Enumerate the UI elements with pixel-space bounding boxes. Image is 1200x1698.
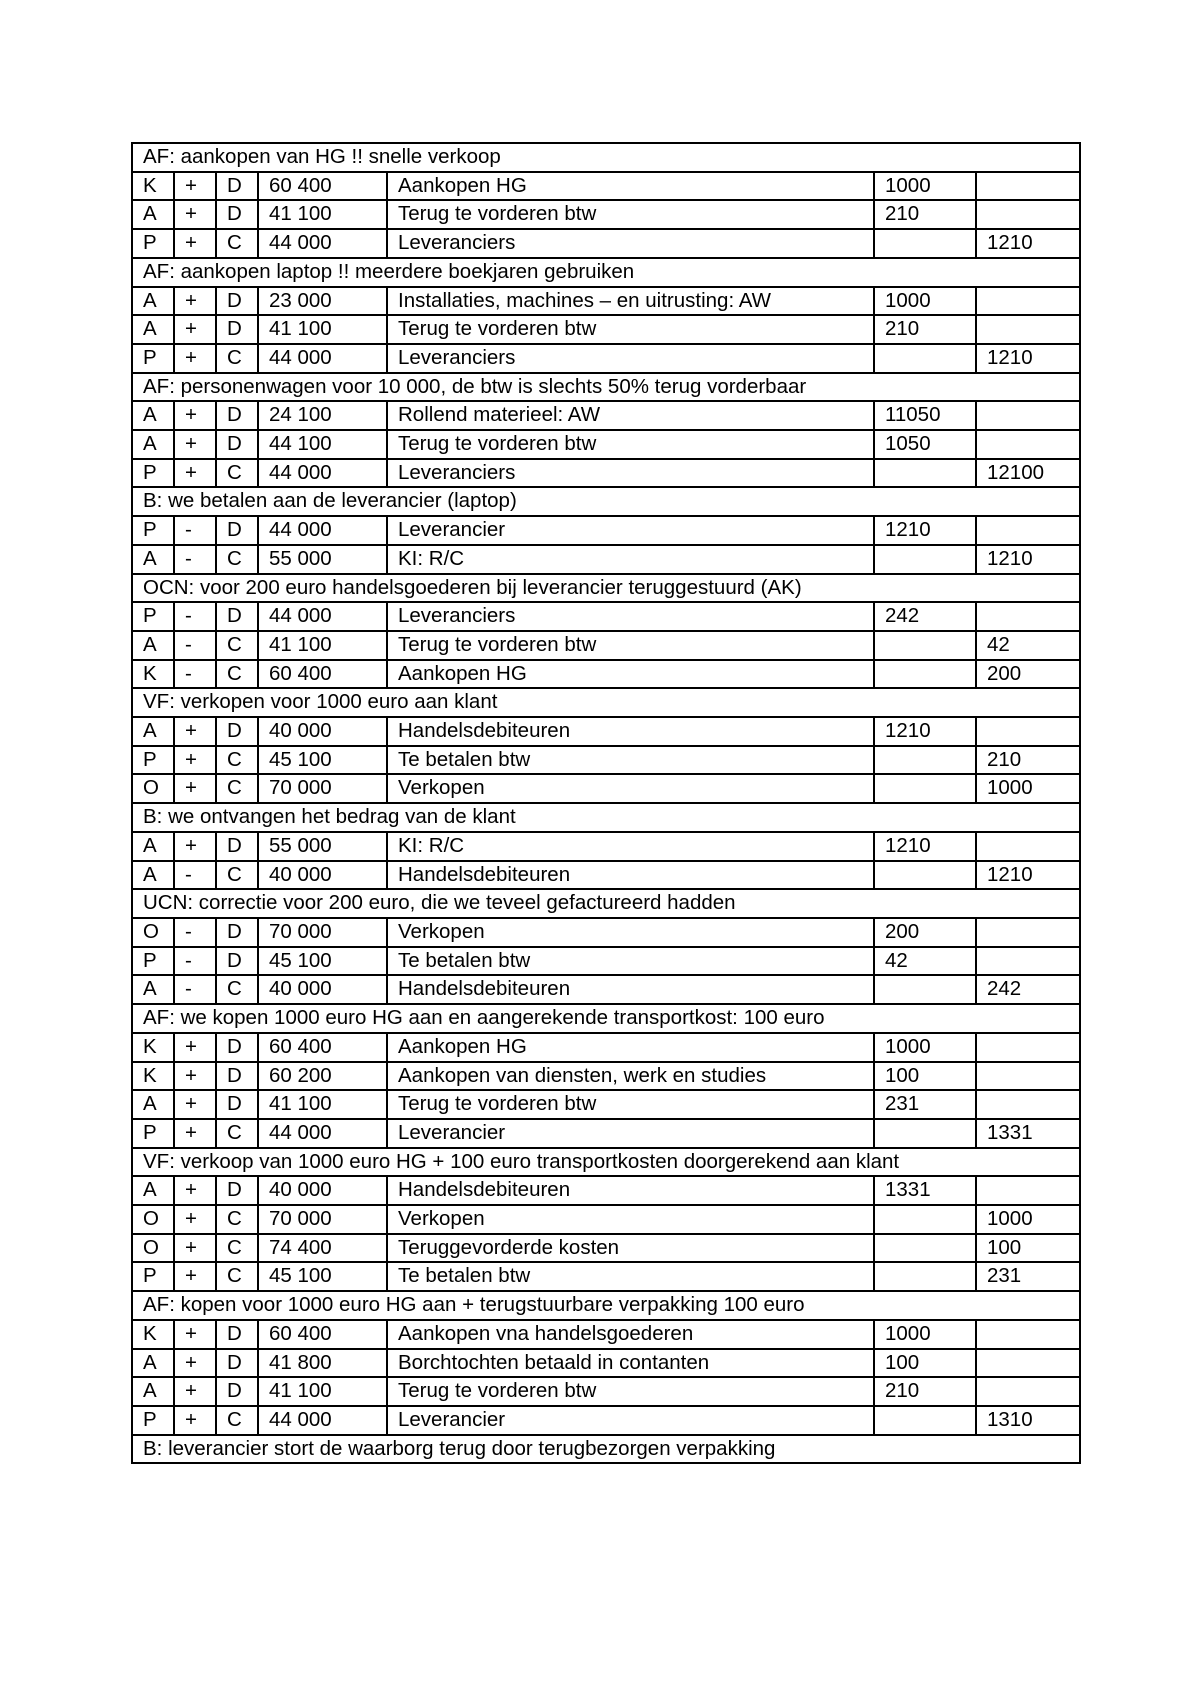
account-name-cell: Aankopen HG <box>387 660 874 689</box>
debit-credit-cell: C <box>216 344 258 373</box>
journal-entry-row <box>132 774 1080 803</box>
journal-entry-row <box>132 861 1080 890</box>
debit-amount-cell <box>874 344 976 373</box>
journal-entry-row <box>132 918 1080 947</box>
sign-cell: + <box>174 1262 216 1291</box>
journal-entry-row <box>132 1234 1080 1263</box>
account-number-cell: 70 000 <box>258 1205 387 1234</box>
sign-cell: - <box>174 602 216 631</box>
credit-amount-cell: 1331 <box>976 1119 1080 1148</box>
account-type-cell: A <box>132 1176 174 1205</box>
account-name-cell: Aankopen van diensten, werk en studies <box>387 1062 874 1091</box>
transaction-description: AF: aankopen laptop !! meerdere boekjaren gebruiken <box>132 258 1080 287</box>
debit-credit-cell: C <box>216 631 258 660</box>
account-type-cell: A <box>132 975 174 1004</box>
debit-amount-cell: 231 <box>874 1090 976 1119</box>
sign-cell: + <box>174 774 216 803</box>
account-name-cell: Leveranciers <box>387 459 874 488</box>
credit-amount-cell <box>976 1377 1080 1406</box>
account-number-cell: 24 100 <box>258 401 387 430</box>
account-type-cell: A <box>132 287 174 316</box>
debit-amount-cell: 1000 <box>874 172 976 201</box>
credit-amount-cell: 1210 <box>976 229 1080 258</box>
credit-amount-cell <box>976 1090 1080 1119</box>
debit-credit-cell: D <box>216 430 258 459</box>
account-type-cell: K <box>132 1033 174 1062</box>
account-type-cell: K <box>132 1320 174 1349</box>
debit-amount-cell: 210 <box>874 315 976 344</box>
account-type-cell: A <box>132 200 174 229</box>
account-number-cell: 60 400 <box>258 1320 387 1349</box>
debit-amount-cell: 1000 <box>874 1320 976 1349</box>
debit-amount-cell: 1000 <box>874 287 976 316</box>
debit-amount-cell <box>874 459 976 488</box>
account-type-cell: P <box>132 1119 174 1148</box>
transaction-description: AF: aankopen van HG !! snelle verkoop <box>132 143 1080 172</box>
account-number-cell: 41 100 <box>258 200 387 229</box>
sign-cell: + <box>174 832 216 861</box>
account-number-cell: 45 100 <box>258 947 387 976</box>
debit-credit-cell: D <box>216 172 258 201</box>
account-type-cell: A <box>132 1349 174 1378</box>
debit-amount-cell <box>874 1262 976 1291</box>
sign-cell: - <box>174 918 216 947</box>
sign-cell: - <box>174 545 216 574</box>
account-number-cell: 45 100 <box>258 1262 387 1291</box>
credit-amount-cell <box>976 1062 1080 1091</box>
debit-amount-cell: 42 <box>874 947 976 976</box>
transaction-header-row <box>132 1004 1080 1033</box>
account-name-cell: Handelsdebiteuren <box>387 975 874 1004</box>
debit-credit-cell: C <box>216 229 258 258</box>
debit-amount-cell <box>874 545 976 574</box>
debit-credit-cell: D <box>216 717 258 746</box>
account-name-cell: Verkopen <box>387 1205 874 1234</box>
sign-cell: + <box>174 1320 216 1349</box>
account-number-cell: 44 000 <box>258 1119 387 1148</box>
sign-cell: + <box>174 287 216 316</box>
debit-credit-cell: D <box>216 602 258 631</box>
debit-credit-cell: C <box>216 1205 258 1234</box>
sign-cell: + <box>174 315 216 344</box>
journal-entry-row <box>132 315 1080 344</box>
sign-cell: + <box>174 717 216 746</box>
journal-entry-row <box>132 401 1080 430</box>
debit-amount-cell <box>874 774 976 803</box>
transaction-description: B: we ontvangen het bedrag van de klant <box>132 803 1080 832</box>
account-type-cell: K <box>132 660 174 689</box>
sign-cell: + <box>174 1062 216 1091</box>
journal-entry-row <box>132 947 1080 976</box>
account-number-cell: 40 000 <box>258 717 387 746</box>
credit-amount-cell <box>976 200 1080 229</box>
account-name-cell: Aankopen vna handelsgoederen <box>387 1320 874 1349</box>
account-type-cell: A <box>132 545 174 574</box>
journal-entry-row <box>132 1320 1080 1349</box>
account-type-cell: P <box>132 229 174 258</box>
sign-cell: + <box>174 430 216 459</box>
sign-cell: - <box>174 947 216 976</box>
account-name-cell: Terug te vorderen btw <box>387 1090 874 1119</box>
account-name-cell: Aankopen HG <box>387 1033 874 1062</box>
sign-cell: - <box>174 660 216 689</box>
debit-amount-cell <box>874 1234 976 1263</box>
credit-amount-cell: 200 <box>976 660 1080 689</box>
transaction-header-row <box>132 803 1080 832</box>
journal-entry-row <box>132 631 1080 660</box>
journal-entry-row <box>132 1033 1080 1062</box>
transaction-header-row <box>132 373 1080 402</box>
sign-cell: - <box>174 861 216 890</box>
debit-credit-cell: C <box>216 975 258 1004</box>
journal-entry-row <box>132 1262 1080 1291</box>
debit-credit-cell: D <box>216 1033 258 1062</box>
journal-entry-row <box>132 1176 1080 1205</box>
transaction-description: B: we betalen aan de leverancier (laptop) <box>132 487 1080 516</box>
transaction-header-row <box>132 1435 1080 1464</box>
credit-amount-cell <box>976 516 1080 545</box>
journal-entry-row <box>132 200 1080 229</box>
account-name-cell: Leveranciers <box>387 229 874 258</box>
account-name-cell: Teruggevorderde kosten <box>387 1234 874 1263</box>
account-number-cell: 40 000 <box>258 861 387 890</box>
debit-credit-cell: C <box>216 861 258 890</box>
debit-credit-cell: C <box>216 1406 258 1435</box>
sign-cell: - <box>174 975 216 1004</box>
transaction-description: VF: verkoop van 1000 euro HG + 100 euro transportkosten doorgerekend aan klant <box>132 1148 1080 1177</box>
account-name-cell: Leverancier <box>387 1119 874 1148</box>
credit-amount-cell: 1000 <box>976 1205 1080 1234</box>
debit-credit-cell: C <box>216 1262 258 1291</box>
account-number-cell: 41 100 <box>258 315 387 344</box>
journal-entry-row <box>132 1205 1080 1234</box>
account-name-cell: Terug te vorderen btw <box>387 200 874 229</box>
account-type-cell: A <box>132 1090 174 1119</box>
debit-amount-cell: 200 <box>874 918 976 947</box>
account-name-cell: Handelsdebiteuren <box>387 1176 874 1205</box>
credit-amount-cell <box>976 430 1080 459</box>
credit-amount-cell: 1210 <box>976 545 1080 574</box>
sign-cell: + <box>174 344 216 373</box>
account-number-cell: 70 000 <box>258 774 387 803</box>
debit-credit-cell: D <box>216 1349 258 1378</box>
account-type-cell: O <box>132 1234 174 1263</box>
debit-amount-cell <box>874 1205 976 1234</box>
debit-credit-cell: C <box>216 1119 258 1148</box>
sign-cell: + <box>174 1033 216 1062</box>
account-number-cell: 60 400 <box>258 660 387 689</box>
journal-entries-body <box>132 143 1080 1463</box>
account-type-cell: P <box>132 602 174 631</box>
account-number-cell: 70 000 <box>258 918 387 947</box>
journal-entry-row <box>132 832 1080 861</box>
credit-amount-cell: 42 <box>976 631 1080 660</box>
credit-amount-cell <box>976 947 1080 976</box>
credit-amount-cell: 1210 <box>976 861 1080 890</box>
account-number-cell: 41 100 <box>258 1377 387 1406</box>
credit-amount-cell: 1000 <box>976 774 1080 803</box>
account-number-cell: 41 800 <box>258 1349 387 1378</box>
account-name-cell: Borchtochten betaald in contanten <box>387 1349 874 1378</box>
credit-amount-cell: 242 <box>976 975 1080 1004</box>
debit-amount-cell: 1210 <box>874 516 976 545</box>
account-type-cell: K <box>132 172 174 201</box>
debit-amount-cell: 100 <box>874 1349 976 1378</box>
sign-cell: + <box>174 1377 216 1406</box>
account-number-cell: 41 100 <box>258 1090 387 1119</box>
account-number-cell: 44 000 <box>258 602 387 631</box>
transaction-header-row <box>132 1291 1080 1320</box>
account-name-cell: KI: R/C <box>387 545 874 574</box>
account-name-cell: Terug te vorderen btw <box>387 430 874 459</box>
account-type-cell: P <box>132 1406 174 1435</box>
account-type-cell: A <box>132 315 174 344</box>
debit-amount-cell: 210 <box>874 200 976 229</box>
transaction-description: VF: verkopen voor 1000 euro aan klant <box>132 688 1080 717</box>
account-type-cell: A <box>132 1377 174 1406</box>
debit-credit-cell: D <box>216 200 258 229</box>
account-number-cell: 40 000 <box>258 1176 387 1205</box>
sign-cell: + <box>174 229 216 258</box>
account-name-cell: Leverancier <box>387 516 874 545</box>
account-number-cell: 44 000 <box>258 229 387 258</box>
transaction-description: AF: personenwagen voor 10 000, de btw is slechts 50% terug vorderbaar <box>132 373 1080 402</box>
account-name-cell: Aankopen HG <box>387 172 874 201</box>
debit-amount-cell <box>874 229 976 258</box>
account-number-cell: 40 000 <box>258 975 387 1004</box>
journal-entry-row <box>132 1406 1080 1435</box>
debit-credit-cell: D <box>216 918 258 947</box>
debit-amount-cell <box>874 631 976 660</box>
transaction-description: OCN: voor 200 euro handelsgoederen bij leverancier teruggestuurd (AK) <box>132 574 1080 603</box>
account-number-cell: 45 100 <box>258 746 387 775</box>
transaction-description: AF: kopen voor 1000 euro HG aan + terugstuurbare verpakking 100 euro <box>132 1291 1080 1320</box>
account-number-cell: 23 000 <box>258 287 387 316</box>
credit-amount-cell: 1210 <box>976 344 1080 373</box>
credit-amount-cell: 12100 <box>976 459 1080 488</box>
transaction-header-row <box>132 487 1080 516</box>
sign-cell: + <box>174 1119 216 1148</box>
credit-amount-cell <box>976 602 1080 631</box>
account-name-cell: Terug te vorderen btw <box>387 315 874 344</box>
debit-amount-cell <box>874 861 976 890</box>
debit-credit-cell: D <box>216 1062 258 1091</box>
account-type-cell: P <box>132 947 174 976</box>
account-type-cell: A <box>132 401 174 430</box>
transaction-header-row <box>132 688 1080 717</box>
transaction-header-row <box>132 1148 1080 1177</box>
journal-entry-row <box>132 172 1080 201</box>
account-type-cell: A <box>132 832 174 861</box>
debit-amount-cell: 1000 <box>874 1033 976 1062</box>
credit-amount-cell <box>976 717 1080 746</box>
credit-amount-cell <box>976 315 1080 344</box>
debit-amount-cell: 1210 <box>874 717 976 746</box>
debit-amount-cell: 242 <box>874 602 976 631</box>
journal-entry-row <box>132 746 1080 775</box>
account-type-cell: A <box>132 861 174 890</box>
account-type-cell: A <box>132 430 174 459</box>
credit-amount-cell: 100 <box>976 1234 1080 1263</box>
sign-cell: + <box>174 401 216 430</box>
transaction-header-row <box>132 258 1080 287</box>
credit-amount-cell <box>976 172 1080 201</box>
debit-amount-cell <box>874 1119 976 1148</box>
transaction-header-row <box>132 143 1080 172</box>
journal-entry-row <box>132 287 1080 316</box>
credit-amount-cell <box>976 401 1080 430</box>
sign-cell: + <box>174 1205 216 1234</box>
account-name-cell: Verkopen <box>387 918 874 947</box>
account-name-cell: Handelsdebiteuren <box>387 861 874 890</box>
credit-amount-cell <box>976 1176 1080 1205</box>
account-number-cell: 60 200 <box>258 1062 387 1091</box>
sign-cell: - <box>174 631 216 660</box>
journal-entry-row <box>132 602 1080 631</box>
account-number-cell: 55 000 <box>258 832 387 861</box>
debit-credit-cell: D <box>216 1320 258 1349</box>
transaction-description: AF: we kopen 1000 euro HG aan en aangerekende transportkost: 100 euro <box>132 1004 1080 1033</box>
journal-entry-row <box>132 229 1080 258</box>
journal-entry-row <box>132 1090 1080 1119</box>
account-number-cell: 74 400 <box>258 1234 387 1263</box>
account-type-cell: K <box>132 1062 174 1091</box>
account-type-cell: P <box>132 516 174 545</box>
debit-amount-cell: 1331 <box>874 1176 976 1205</box>
debit-amount-cell: 210 <box>874 1377 976 1406</box>
account-type-cell: P <box>132 459 174 488</box>
account-number-cell: 44 000 <box>258 516 387 545</box>
account-name-cell: Leveranciers <box>387 602 874 631</box>
sign-cell: - <box>174 516 216 545</box>
account-number-cell: 60 400 <box>258 172 387 201</box>
account-number-cell: 44 000 <box>258 1406 387 1435</box>
debit-credit-cell: C <box>216 545 258 574</box>
account-name-cell: Te betalen btw <box>387 947 874 976</box>
journal-entry-row <box>132 1119 1080 1148</box>
account-type-cell: A <box>132 631 174 660</box>
debit-credit-cell: D <box>216 832 258 861</box>
account-name-cell: Te betalen btw <box>387 746 874 775</box>
account-name-cell: KI: R/C <box>387 832 874 861</box>
sign-cell: + <box>174 1234 216 1263</box>
journal-entries-table <box>131 142 1081 1464</box>
debit-credit-cell: D <box>216 315 258 344</box>
debit-amount-cell <box>874 1406 976 1435</box>
transaction-header-row <box>132 889 1080 918</box>
journal-entry-row <box>132 717 1080 746</box>
account-name-cell: Terug te vorderen btw <box>387 1377 874 1406</box>
account-name-cell: Terug te vorderen btw <box>387 631 874 660</box>
debit-credit-cell: C <box>216 746 258 775</box>
account-name-cell: Rollend materieel: AW <box>387 401 874 430</box>
debit-credit-cell: C <box>216 459 258 488</box>
debit-credit-cell: C <box>216 660 258 689</box>
account-name-cell: Verkopen <box>387 774 874 803</box>
debit-amount-cell <box>874 660 976 689</box>
debit-amount-cell <box>874 746 976 775</box>
account-name-cell: Installaties, machines – en uitrusting: AW <box>387 287 874 316</box>
sign-cell: + <box>174 1406 216 1435</box>
journal-entry-row <box>132 459 1080 488</box>
sign-cell: + <box>174 1349 216 1378</box>
account-type-cell: A <box>132 717 174 746</box>
credit-amount-cell <box>976 918 1080 947</box>
sign-cell: + <box>174 200 216 229</box>
account-type-cell: O <box>132 1205 174 1234</box>
journal-entry-row <box>132 660 1080 689</box>
account-number-cell: 44 000 <box>258 344 387 373</box>
credit-amount-cell <box>976 832 1080 861</box>
transaction-description: B: leverancier stort de waarborg terug door terugbezorgen verpakking <box>132 1435 1080 1464</box>
debit-amount-cell: 1210 <box>874 832 976 861</box>
account-type-cell: P <box>132 746 174 775</box>
account-type-cell: O <box>132 774 174 803</box>
journal-entry-row <box>132 516 1080 545</box>
journal-entry-row <box>132 1349 1080 1378</box>
journal-entry-row <box>132 1377 1080 1406</box>
debit-credit-cell: D <box>216 516 258 545</box>
sign-cell: + <box>174 1090 216 1119</box>
account-name-cell: Te betalen btw <box>387 1262 874 1291</box>
credit-amount-cell: 1310 <box>976 1406 1080 1435</box>
account-name-cell: Handelsdebiteuren <box>387 717 874 746</box>
credit-amount-cell <box>976 1033 1080 1062</box>
account-number-cell: 44 100 <box>258 430 387 459</box>
journal-entry-row <box>132 545 1080 574</box>
debit-credit-cell: D <box>216 1090 258 1119</box>
credit-amount-cell: 231 <box>976 1262 1080 1291</box>
debit-credit-cell: C <box>216 1234 258 1263</box>
account-number-cell: 44 000 <box>258 459 387 488</box>
transaction-description: UCN: correctie voor 200 euro, die we teveel gefactureerd hadden <box>132 889 1080 918</box>
credit-amount-cell <box>976 1320 1080 1349</box>
journal-entry-row <box>132 1062 1080 1091</box>
credit-amount-cell <box>976 1349 1080 1378</box>
debit-credit-cell: D <box>216 1176 258 1205</box>
account-type-cell: P <box>132 344 174 373</box>
account-number-cell: 60 400 <box>258 1033 387 1062</box>
journal-entry-row <box>132 975 1080 1004</box>
debit-credit-cell: C <box>216 774 258 803</box>
account-number-cell: 55 000 <box>258 545 387 574</box>
transaction-header-row <box>132 574 1080 603</box>
debit-credit-cell: D <box>216 1377 258 1406</box>
journal-entry-row <box>132 344 1080 373</box>
debit-credit-cell: D <box>216 401 258 430</box>
debit-amount-cell: 1050 <box>874 430 976 459</box>
sign-cell: + <box>174 746 216 775</box>
journal-entry-row <box>132 430 1080 459</box>
debit-credit-cell: D <box>216 287 258 316</box>
sign-cell: + <box>174 459 216 488</box>
account-number-cell: 41 100 <box>258 631 387 660</box>
sign-cell: + <box>174 1176 216 1205</box>
account-name-cell: Leverancier <box>387 1406 874 1435</box>
sign-cell: + <box>174 172 216 201</box>
credit-amount-cell <box>976 287 1080 316</box>
debit-amount-cell: 100 <box>874 1062 976 1091</box>
account-type-cell: O <box>132 918 174 947</box>
credit-amount-cell: 210 <box>976 746 1080 775</box>
debit-amount-cell: 11050 <box>874 401 976 430</box>
account-type-cell: P <box>132 1262 174 1291</box>
debit-credit-cell: D <box>216 947 258 976</box>
account-name-cell: Leveranciers <box>387 344 874 373</box>
debit-amount-cell <box>874 975 976 1004</box>
